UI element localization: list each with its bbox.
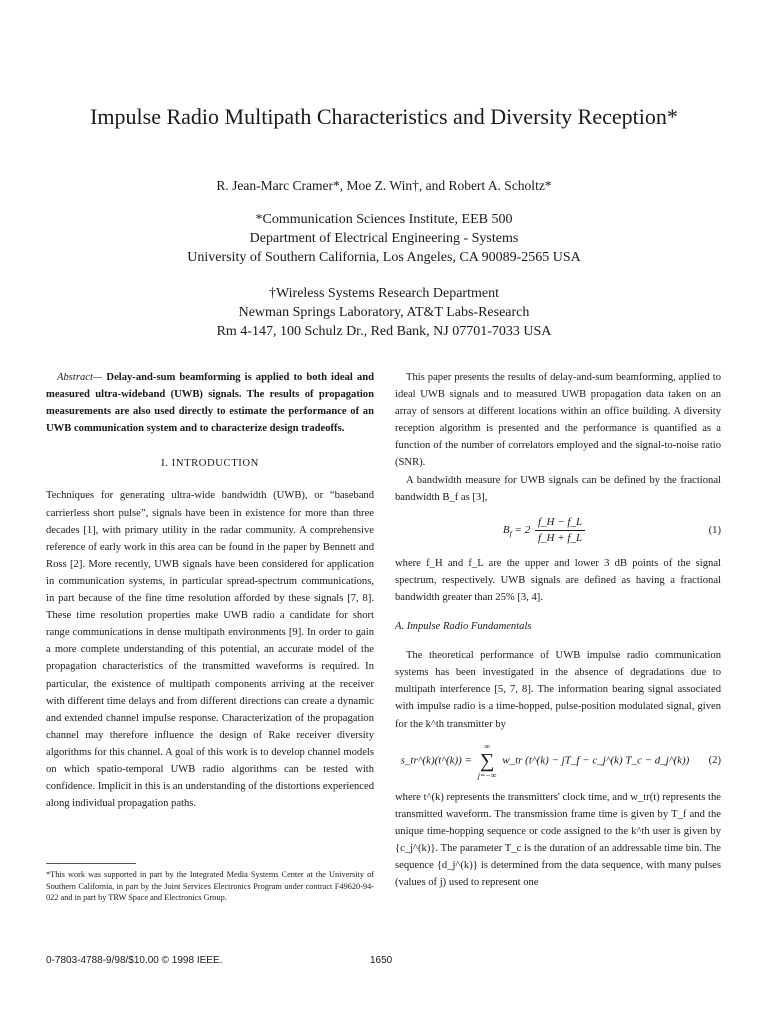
- affiliation-line: Rm 4-147, 100 Schulz Dr., Red Bank, NJ 07701-7033 USA: [216, 324, 552, 339]
- sigma-icon: ∑: [480, 749, 495, 772]
- paragraph: A bandwidth measure for UWB signals can be defined by the fractional bandwidth B_f as [3],: [395, 474, 721, 503]
- copyright-line: 0-7803-4788-9/98/$10.00 © 1998 IEEE.: [46, 955, 223, 966]
- equation-lhs: s_tr^(k)(t^(k)) =: [400, 754, 473, 767]
- equation-lhs: B: [502, 523, 510, 536]
- equation-number: (1): [708, 524, 721, 536]
- footnote-rule: [46, 863, 136, 864]
- paragraph: where t^(k) represents the transmitters' clock time, and w_tr(t) represents the transmitted waveform. The transmission frame time is given by T_f and the unique time-hopping sequence or code assigned to the k^th user is given by {c_j^(k)}. The parameter T_c is the duration of an addressable time bin. The sequence {d_j^(k)} is determined from the data sequence, with many pulses (values of j) used to represent one: [395, 791, 721, 889]
- sum-upper: ∞: [484, 741, 490, 751]
- paragraph: The theoretical performance of UWB impulse radio communication systems has been investigated in the absence of degradations due to multipath interference [5, 7, 8]. The information bearing signal associated with impulse radio is a time-hopped, pulse-position modulated signal, given for the k^th transmitter by: [395, 650, 721, 730]
- affiliation-line: †Wireless Systems Research Department: [269, 286, 499, 301]
- affiliation-line: University of Southern California, Los Angeles, CA 90089-2565 USA: [187, 250, 581, 265]
- left-column: [46, 369, 374, 812]
- sum-lower: j=−∞: [477, 770, 497, 780]
- subsection-heading: A. Impulse Radio Fundamentals: [395, 621, 532, 633]
- abstract: [46, 369, 374, 437]
- fraction-numerator: f_H − f_L: [535, 515, 585, 531]
- equation-rhs: w_tr (t^(k) − jT_f − c_j^(k) T_c − d_j^(k)): [502, 754, 690, 767]
- affiliation-line: *Communication Sciences Institute, EEB 500: [255, 212, 513, 227]
- affiliation-line: Newman Springs Laboratory, AT&T Labs-Research: [238, 305, 530, 320]
- fraction: [535, 515, 585, 546]
- fraction-denominator: f_H + f_L: [537, 531, 583, 544]
- footnote: *This work was supported in part by the Integrated Media Systems Center at the University of Southern California, in part by the Joint Services Electronics Program under contract F49620-94-022 and in part by TRW Space and Electronics Group.: [46, 870, 374, 902]
- page-number: 1650: [370, 955, 393, 966]
- equation-body: [395, 742, 695, 780]
- abstract-label: Abstract—: [57, 372, 103, 383]
- equation-number: (2): [708, 755, 721, 767]
- equation-mid: = 2: [511, 523, 531, 536]
- intro-paragraph: Techniques for generating ultra-wide bandwidth (UWB), or “baseband carrierless short pulse”, signals have been in existence for more than three decades [1], with primary utility in the radar community. A comprehensive reference of early work in this area can be found in the paper by Bennett and Ross [2]. More recently, UWB signals have been considered for application in communication systems, in particular spread-spectrum communications, in part because of the fine time resolution afforded by these signals [7, 8]. These time resolution properties make UWB radio a candidate for short range communications in dense multipath environments [9]. In order to gain a more complete understanding of this potential, an accurate model of the propagation characteristics of the transmitted waveforms is required. In particular, the existence of multipath components arriving at the receiver with different time delays and from different directions can create a dynamic and extended channel impulse response. Characterization of the propagation channel may therefore influence the design of Rake receiver diversity algorithms for this channel. A goal of this work is to develop channel models on which spatio-temporal UWB radio algorithms can be tested with confidence. Implicit in this is an understanding of the distortions experienced along individual propagation paths.: [46, 490, 374, 810]
- affiliation-att: [60, 284, 708, 341]
- equation-1: [395, 515, 721, 546]
- affiliation-usc: [60, 210, 708, 267]
- paper-title: Impulse Radio Multipath Characteristics and Diversity Reception*: [90, 104, 678, 129]
- equation-lhs-sub: f: [509, 528, 512, 538]
- paragraph: This paper presents the results of delay-and-sum beamforming, applied to ideal UWB signals and to measured UWB propagation data taken on an array of sensors at different locations within an office building. A diversity reception algorithm is presented and the performance is quantified as a function of the number of correlators employed and the signal-to-noise ratio (SNR).: [395, 372, 721, 469]
- section-heading: I. INTRODUCTION: [161, 458, 259, 470]
- right-column: [395, 369, 721, 891]
- equation-2: [395, 742, 721, 780]
- author-list: R. Jean-Marc Cramer*, Moe Z. Win†, and Robert A. Scholtz*: [216, 178, 552, 193]
- equation-body: [395, 515, 695, 546]
- summation: [478, 742, 497, 780]
- affiliation-line: Department of Electrical Engineering - Systems: [249, 231, 519, 246]
- abstract-text: Delay-and-sum beamforming is applied to both ideal and measured ultra-wideband (UWB) signals. The results of propagation measurements are also used directly to estimate the performance of an UWB communication system and to characterize design tradeoffs.: [46, 372, 374, 435]
- paragraph: where f_H and f_L are the upper and lower 3 dB points of the signal spectrum, respectively. UWB signals are defined as having a fractional bandwidth greater than 25% [3, 4].: [395, 557, 721, 603]
